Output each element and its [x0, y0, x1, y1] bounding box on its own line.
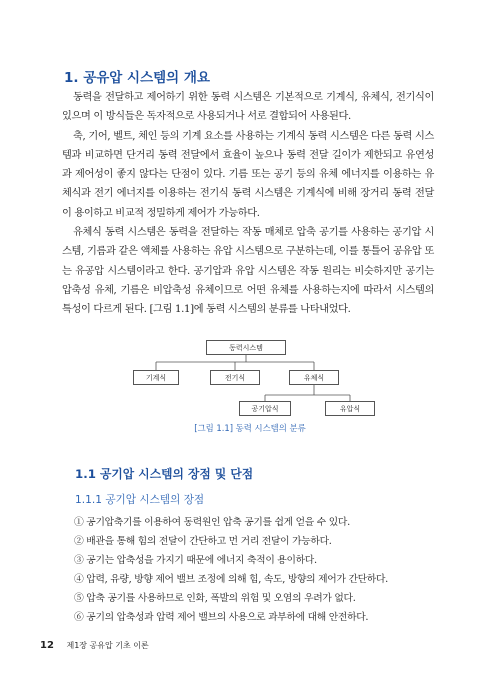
paragraph: 동력을 전달하고 제어하기 위한 동력 시스템은 기본적으로 기계식, 유체식, 전기식이 있으며 이 방식들은 독자적으로 사용되거나 서로 결합되어 사용된다.	[62, 92, 434, 123]
node-power-system: 동력시스템	[206, 340, 286, 355]
node-pneumatic: 공기압식	[239, 401, 291, 416]
chapter-title: 제1장 공유압 기초 이론	[66, 641, 149, 650]
subsubsection-title: 1.1.1 공기압 시스템의 장점	[75, 494, 205, 506]
section-body	[62, 88, 434, 320]
list-item: ① 공기압축기를 이용하여 동력원인 압축 공기를 쉽게 얻을 수 있다.	[74, 517, 350, 528]
node-mechanical: 기계식	[133, 370, 179, 385]
list-item: ④ 압력, 유량, 방향 제어 밸브 조정에 의해 힘, 속도, 방향의 제어가 간단하다.	[74, 574, 388, 585]
list-item: ⑥ 공기의 압축성과 압력 제어 밸브의 사용으로 과부하에 대해 안전하다.	[74, 612, 369, 623]
page-footer	[40, 640, 149, 651]
list-item: ③ 공기는 압축성을 가지기 때문에 에너지 축적이 용이하다.	[74, 555, 317, 566]
figure-caption: [그림 1.1] 동력 시스템의 분류	[194, 423, 306, 433]
advantages-list	[74, 513, 454, 627]
paragraph: 유체식 동력 시스템은 동력을 전달하는 작동 매체로 압축 공기를 사용하는 공기압 시스템, 기름과 같은 액체를 사용하는 유압 시스템으로 구분하는데, 이를 통틀어 공유압 또는 유공압 시스템이라고 한다. 공기압과 유압 시스템은 작동 원리는 비슷하지만 공기는 압축성 유체, 기름은 비압축성 유체이므로 어떤 유체를 사용하는지에 따라서 시스템의 특성이 다르게 된다. [그림 1.1]에 동력 시스템의 분류를 나타내었다.	[62, 227, 434, 316]
subsection-title: 1.1 공기압 시스템의 장점 및 단점	[75, 467, 254, 481]
page-number: 12	[40, 640, 54, 651]
paragraph: 축, 기어, 벨트, 체인 등의 기계 요소를 사용하는 기계식 동력 시스템은 다른 동력 시스템과 비교하면 단거리 동력 전달에서 효율이 높으나 동력 전달 길이가 제한되고 유연성과 제어성이 좋지 않다는 단점이 있다. 기름 또는 공기 등의 유체 에너지를 이용하는 유체식과 전기 에너지를 이용하는 전기식 동력 시스템은 기계식에 비해 장거리 동력 전달이 용이하고 비교적 정밀하게 제어가 가능하다.	[62, 130, 434, 219]
node-hydraulic: 유압식	[325, 401, 375, 416]
list-item: ⑤ 압축 공기를 사용하므로 인화, 폭발의 위험 및 오염의 우려가 없다.	[74, 593, 356, 604]
list-item: ② 배관을 통해 힘의 전달이 간단하고 먼 거리 전달이 가능하다.	[74, 536, 332, 547]
node-fluid: 유체식	[289, 370, 339, 385]
node-electrical: 전기식	[210, 370, 260, 385]
section-title: 1. 공유압 시스템의 개요	[64, 70, 210, 86]
